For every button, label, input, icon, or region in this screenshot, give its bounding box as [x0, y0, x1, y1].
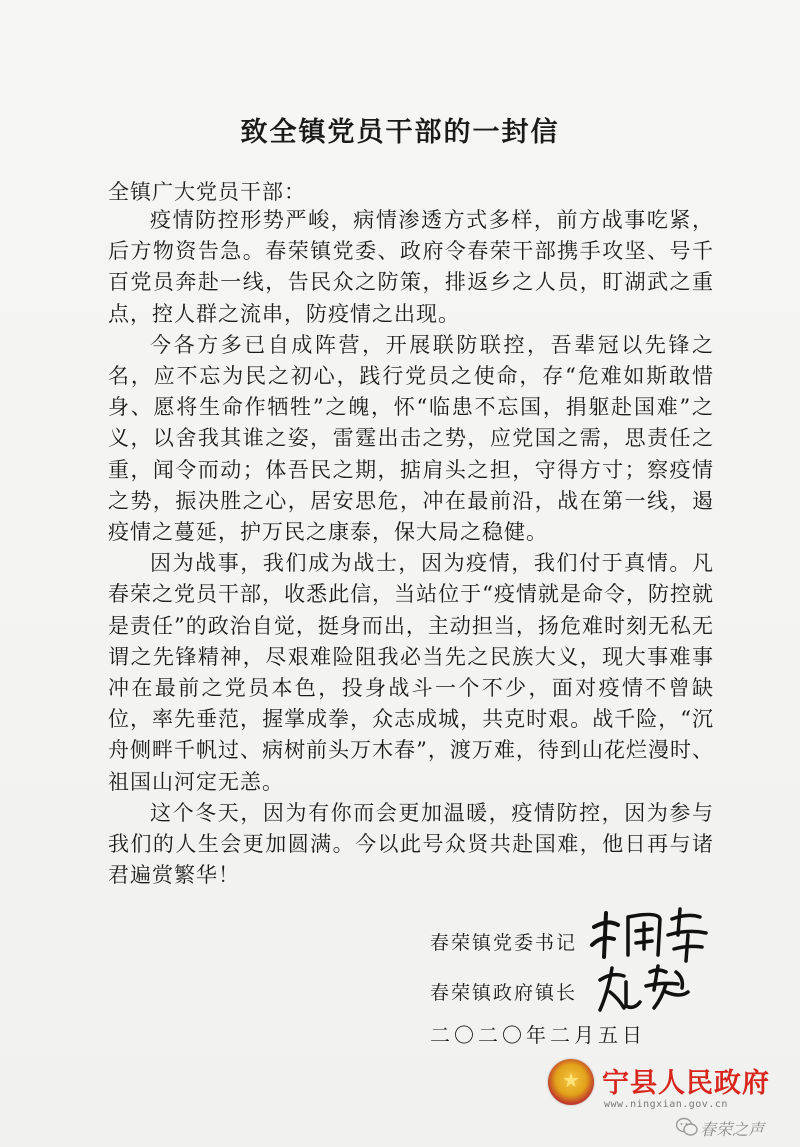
handwritten-signature-2 [596, 962, 696, 1017]
paragraph-2: 今各方多已自成阵营，开展联防联控，吾辈冠以先锋之名，应不忘为民之初心，践行党员之使命，存“危难如斯敢惜身、愿将生命作牺牲”之魄，怀“临患不忘国，捐躯赴国难”之义，以舍我其谁之姿，雷霆出击之势，应党国之需，思责任之重，闻令而动；体吾民之期，掂肩头之担，守得方寸；察疫情之势，振决胜之心，居安思危，冲在最前沿，战在第一线，遏疫情之蔓延，护万民之康泰，保大局之稳健。 [108, 332, 714, 545]
letter-date: 二〇二〇年二月五日 [430, 1023, 646, 1047]
signature-town-mayor: 春荣镇政府镇长 [430, 982, 578, 1004]
watermark-url: www.ningxian.gov.cn [604, 1099, 728, 1110]
letter-title: 致全镇党员干部的一封信 [240, 117, 560, 148]
letter-greeting: 全镇广大党员干部： [108, 180, 306, 204]
handwritten-signature-1 [588, 905, 718, 965]
watermark [548, 1055, 798, 1147]
wechat-icon [676, 1117, 698, 1137]
watermark-account-name: 春荣之声 [700, 1120, 765, 1139]
paragraph-4: 这个冬天，因为有你而会更加温暖，疫情防控，因为参与我们的人生会更加圆满。今以此号众贤共赴国难，他日再与诸君遍赏繁华！ [108, 800, 714, 888]
paragraph-1: 疫情防控形势严峻，病情渗透方式多样，前方战事吃紧，后方物资告急。春荣镇党委、政府令春荣干部携手攻坚、号千百党员奔赴一线，告民众之防策，排返乡之人员，盯湖武之重点，控人群之流串，防疫情之出现。 [108, 208, 714, 326]
signature-party-secretary: 春荣镇党委书记 [430, 932, 578, 954]
letter-body [108, 205, 714, 891]
watermark-org-name: 宁县人民政府 [602, 1068, 770, 1099]
paragraph-3: 因为战事，我们成为战士，因为疫情，我们付于真情。凡春荣之党员干部，收悉此信，当站位于“疫情就是命令，防控就是责任”的政治自觉，挺身而出，主动担当，扬危难时刻无私无谓之先锋精神，尽艰难险阻我必当先之民族大义，现大事难事冲在最前之党员本色，投身战斗一个不少，面对疫情不曾缺位，率先垂范，握掌成拳，众志成城，共克时艰。战千险，“沉舟侧畔千帆过、病树前头万木春”，渡万难，待到山花烂漫时、祖国山河定无恙。 [108, 551, 714, 794]
national-emblem-icon: ★ [548, 1059, 594, 1105]
